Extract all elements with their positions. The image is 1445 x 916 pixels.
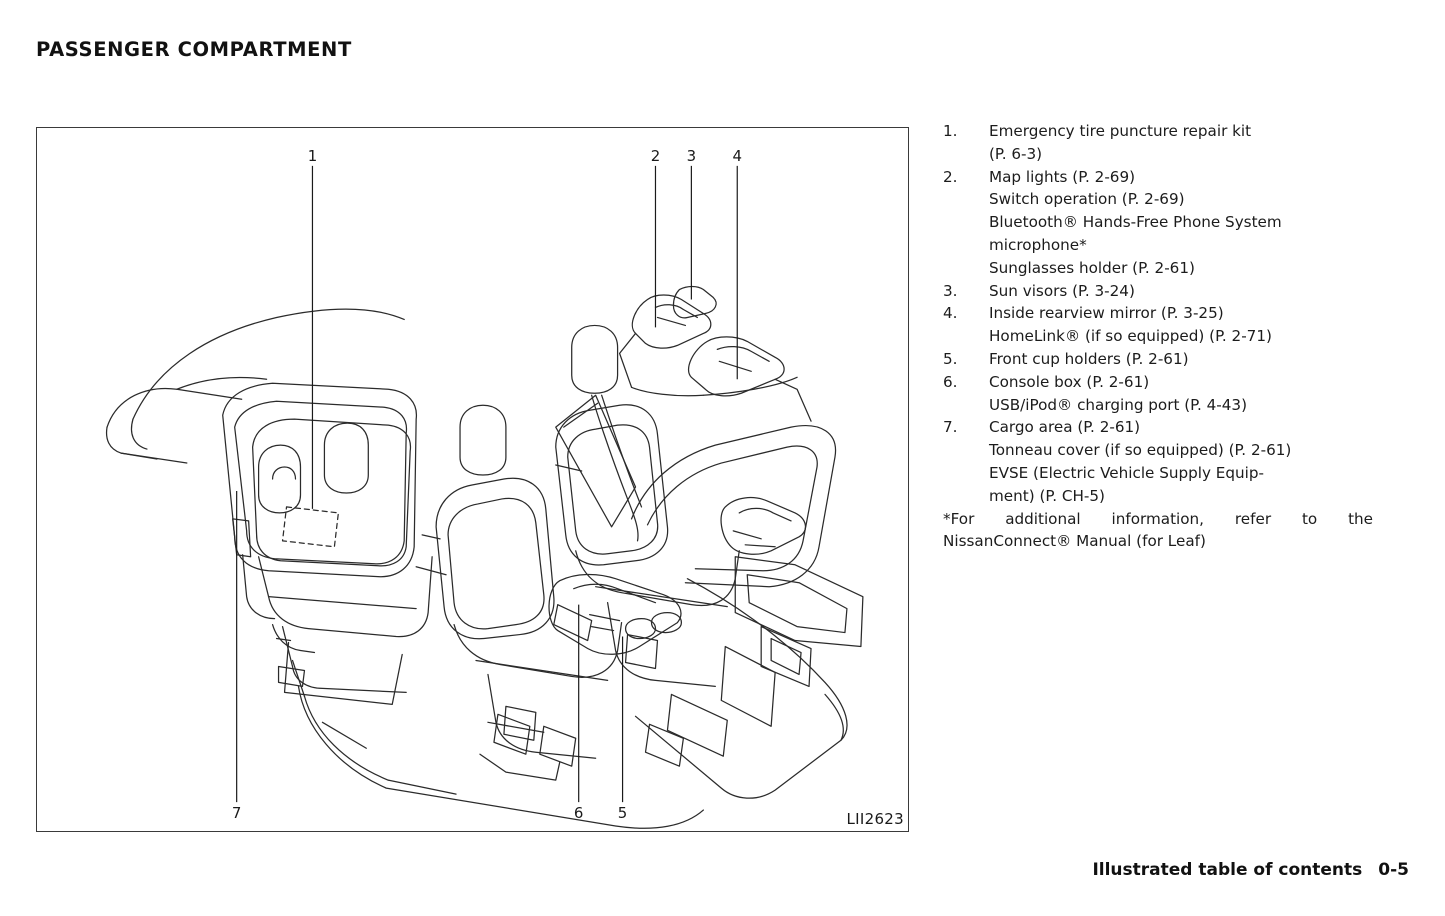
- legend-line: Sun visors (P. 3-24): [989, 281, 1135, 300]
- passenger-compartment-illustration: [37, 128, 908, 831]
- callout-5: 5: [617, 804, 628, 823]
- legend-line: Emergency tire puncture repair kit: [989, 122, 1252, 140]
- legend-text: [989, 371, 1373, 417]
- legend-item-7: [943, 416, 1373, 507]
- legend-line: HomeLink® (if so equipped) (P. 2-71): [989, 327, 1272, 346]
- legend-line: Cargo area (P. 2-61): [989, 418, 1141, 437]
- legend-line: Tonneau cover (if so equipped) (P. 2-61): [989, 441, 1292, 460]
- legend-number: 1.: [943, 122, 958, 140]
- legend-number: 6.: [943, 372, 958, 391]
- legend-item-2: [943, 166, 1373, 280]
- callout-3: 3: [686, 146, 697, 165]
- page-footer: [1092, 860, 1409, 880]
- footer-page-number: 0-5: [1378, 860, 1409, 880]
- legend-number: 7.: [943, 418, 958, 437]
- footnote-line-last: NissanConnect® Manual (for Leaf): [943, 532, 1206, 551]
- legend-line: USB/iPod® charging port (P. 4-43): [989, 395, 1248, 414]
- callout-4: 4: [732, 146, 743, 165]
- legend-line: Inside rearview mirror (P. 3-25): [989, 304, 1224, 323]
- legend-line: microphone*: [989, 235, 1087, 254]
- illustration-frame: [36, 127, 909, 832]
- legend-item-4: [943, 302, 1373, 348]
- legend-line: Switch operation (P. 2-69): [989, 190, 1185, 209]
- page-title: PASSENGER COMPARTMENT: [36, 38, 352, 61]
- legend-line: Sunglasses holder (P. 2-61): [989, 258, 1195, 277]
- legend-text: [989, 416, 1373, 507]
- footnote-line-justified: *For additional information, refer to the: [943, 509, 1373, 528]
- legend-line: Front cup holders (P. 2-61): [989, 349, 1189, 368]
- legend-line: (P. 6-3): [989, 144, 1043, 163]
- legend-text: [989, 120, 1373, 166]
- legend-text: [989, 348, 1373, 371]
- footer-section-label: Illustrated table of contents: [1092, 860, 1363, 880]
- legend-number: 3.: [943, 281, 958, 300]
- callout-7: 7: [231, 804, 242, 823]
- legend-number: 5.: [943, 349, 958, 368]
- legend-text: [989, 280, 1373, 303]
- legend-footnote: [943, 508, 1373, 554]
- figure-id: LII2623: [846, 810, 904, 828]
- legend-item-3: [943, 280, 1373, 303]
- legend-line: Bluetooth® Hands-Free Phone System: [989, 213, 1282, 232]
- legend-line: ment) (P. CH-5): [989, 486, 1105, 505]
- legend-text: [989, 166, 1373, 280]
- legend-line: EVSE (Electric Vehicle Supply Equip-: [989, 463, 1265, 482]
- legend-number: 4.: [943, 304, 958, 323]
- legend-list: [943, 120, 1373, 553]
- legend-line: Console box (P. 2-61): [989, 372, 1150, 391]
- legend-item-1: [943, 120, 1373, 166]
- legend-text: [989, 302, 1373, 348]
- callout-1: 1: [307, 146, 318, 165]
- legend-line: Map lights (P. 2-69): [989, 167, 1136, 186]
- legend-item-6: [943, 371, 1373, 417]
- callout-6: 6: [573, 804, 584, 823]
- legend-number: 2.: [943, 167, 958, 186]
- legend-item-5: [943, 348, 1373, 371]
- callout-2: 2: [650, 146, 661, 165]
